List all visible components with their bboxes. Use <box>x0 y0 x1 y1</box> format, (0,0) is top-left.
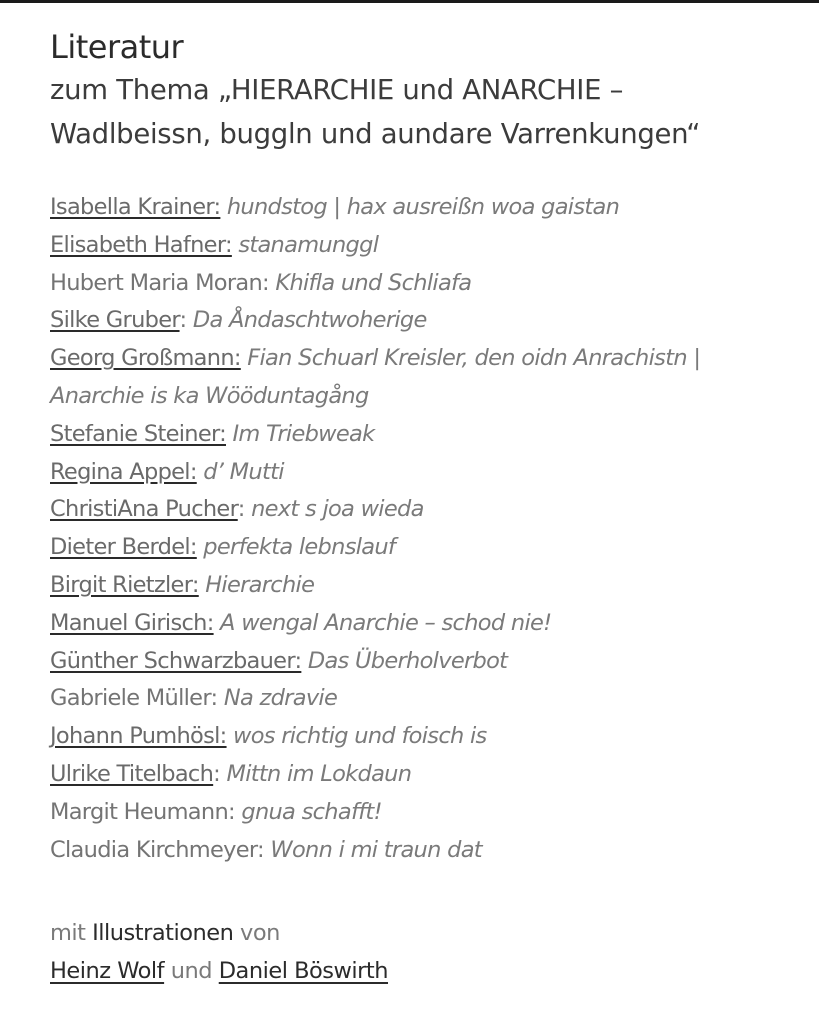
work-title: Na zdravie <box>223 685 338 712</box>
author-link[interactable]: Manuel Girisch: <box>50 609 214 636</box>
literature-page <box>50 26 790 990</box>
list-item <box>50 340 790 378</box>
author-separator: : <box>179 307 187 334</box>
author-separator: : <box>237 496 245 523</box>
list-item <box>50 416 790 454</box>
author-link[interactable]: Johann Pumhösl: <box>50 723 227 750</box>
work-title: A wengal Anarchie – schod nie! <box>220 609 552 636</box>
list-item <box>50 265 790 303</box>
work-title: Wonn i mi traun dat <box>270 836 482 863</box>
work-title: wos richtig und foisch is <box>233 723 487 750</box>
list-item <box>50 378 790 416</box>
author-name: Margit Heumann: <box>50 798 235 825</box>
work-title: Im Triebweak <box>232 420 375 447</box>
list-item <box>50 227 790 265</box>
credits-und: und <box>170 958 213 985</box>
top-border <box>0 0 819 3</box>
author-link[interactable]: Isabella Krainer: <box>50 194 221 220</box>
work-title: stanamunggl <box>238 231 379 258</box>
author-link[interactable]: Elisabeth Hafner: <box>50 231 232 258</box>
work-title: Khifla und Schliafa <box>275 269 472 296</box>
author-name: Claudia Kirchmeyer: <box>50 836 264 863</box>
subtitle-line-2: Wadlbeissn, buggln und aundare Varrenkungen“ <box>50 118 701 150</box>
list-item <box>50 189 790 227</box>
credits-line-1 <box>50 914 790 952</box>
subtitle-line-1: zum Thema „HIERARCHIE und ANARCHIE – <box>50 74 624 106</box>
list-item <box>50 567 790 605</box>
work-title: next s joa wieda <box>251 496 424 523</box>
list-item <box>50 491 790 529</box>
work-title: d’ Mutti <box>203 458 284 485</box>
credits-illustrations: Illustrationen <box>92 920 234 947</box>
work-title: Fian Schuarl Kreisler, den oidn Anrachistn | <box>247 345 701 372</box>
illustrator-link-heinz-wolf[interactable]: Heinz Wolf <box>50 958 165 985</box>
work-title: Anarchie is ka Wööduntagång <box>50 382 369 409</box>
author-link[interactable]: Günther Schwarzbauer: <box>50 647 302 674</box>
illustrator-link-daniel-boeswirth[interactable]: Daniel Böswirth <box>218 958 389 985</box>
work-title: hundstog | hax ausreißn woa gaistan <box>226 194 620 220</box>
work-title: perfekta lebnslauf <box>203 534 396 561</box>
list-item <box>50 454 790 492</box>
credits-line-2 <box>50 952 790 990</box>
work-title: Das Überholverbot <box>307 647 508 674</box>
author-link[interactable]: Regina Appel: <box>50 458 197 485</box>
list-item <box>50 302 790 340</box>
list-item <box>50 605 790 643</box>
credits-prefix: mit <box>50 920 86 947</box>
author-separator: : <box>213 760 221 787</box>
author-link[interactable]: Georg Großmann: <box>50 345 241 372</box>
author-link[interactable]: Silke Gruber <box>50 307 180 334</box>
credits-von: von <box>240 920 280 947</box>
author-link[interactable]: Ulrike Titelbach <box>50 760 214 787</box>
list-item <box>50 643 790 681</box>
contributions-list <box>50 189 790 869</box>
work-title: Hierarchie <box>205 571 315 598</box>
list-item <box>50 832 790 870</box>
credits <box>50 914 790 990</box>
author-name: Gabriele Müller: <box>50 685 218 712</box>
list-item <box>50 680 790 718</box>
list-item <box>50 756 790 794</box>
list-item <box>50 794 790 832</box>
author-link[interactable]: Dieter Berdel: <box>50 534 197 561</box>
work-title: gnua schafft! <box>241 798 382 825</box>
author-link[interactable]: Stefanie Steiner: <box>50 420 226 447</box>
work-title: Mittn im Lokdaun <box>226 760 412 787</box>
work-title: Da Åndaschtwoherige <box>192 307 427 334</box>
list-item <box>50 529 790 567</box>
list-item <box>50 718 790 756</box>
author-link[interactable]: Birgit Rietzler: <box>50 571 199 598</box>
page-title: Literatur <box>50 28 184 66</box>
author-name: Hubert Maria Moran: <box>50 269 269 296</box>
author-link[interactable]: ChristiAna Pucher <box>50 496 238 523</box>
